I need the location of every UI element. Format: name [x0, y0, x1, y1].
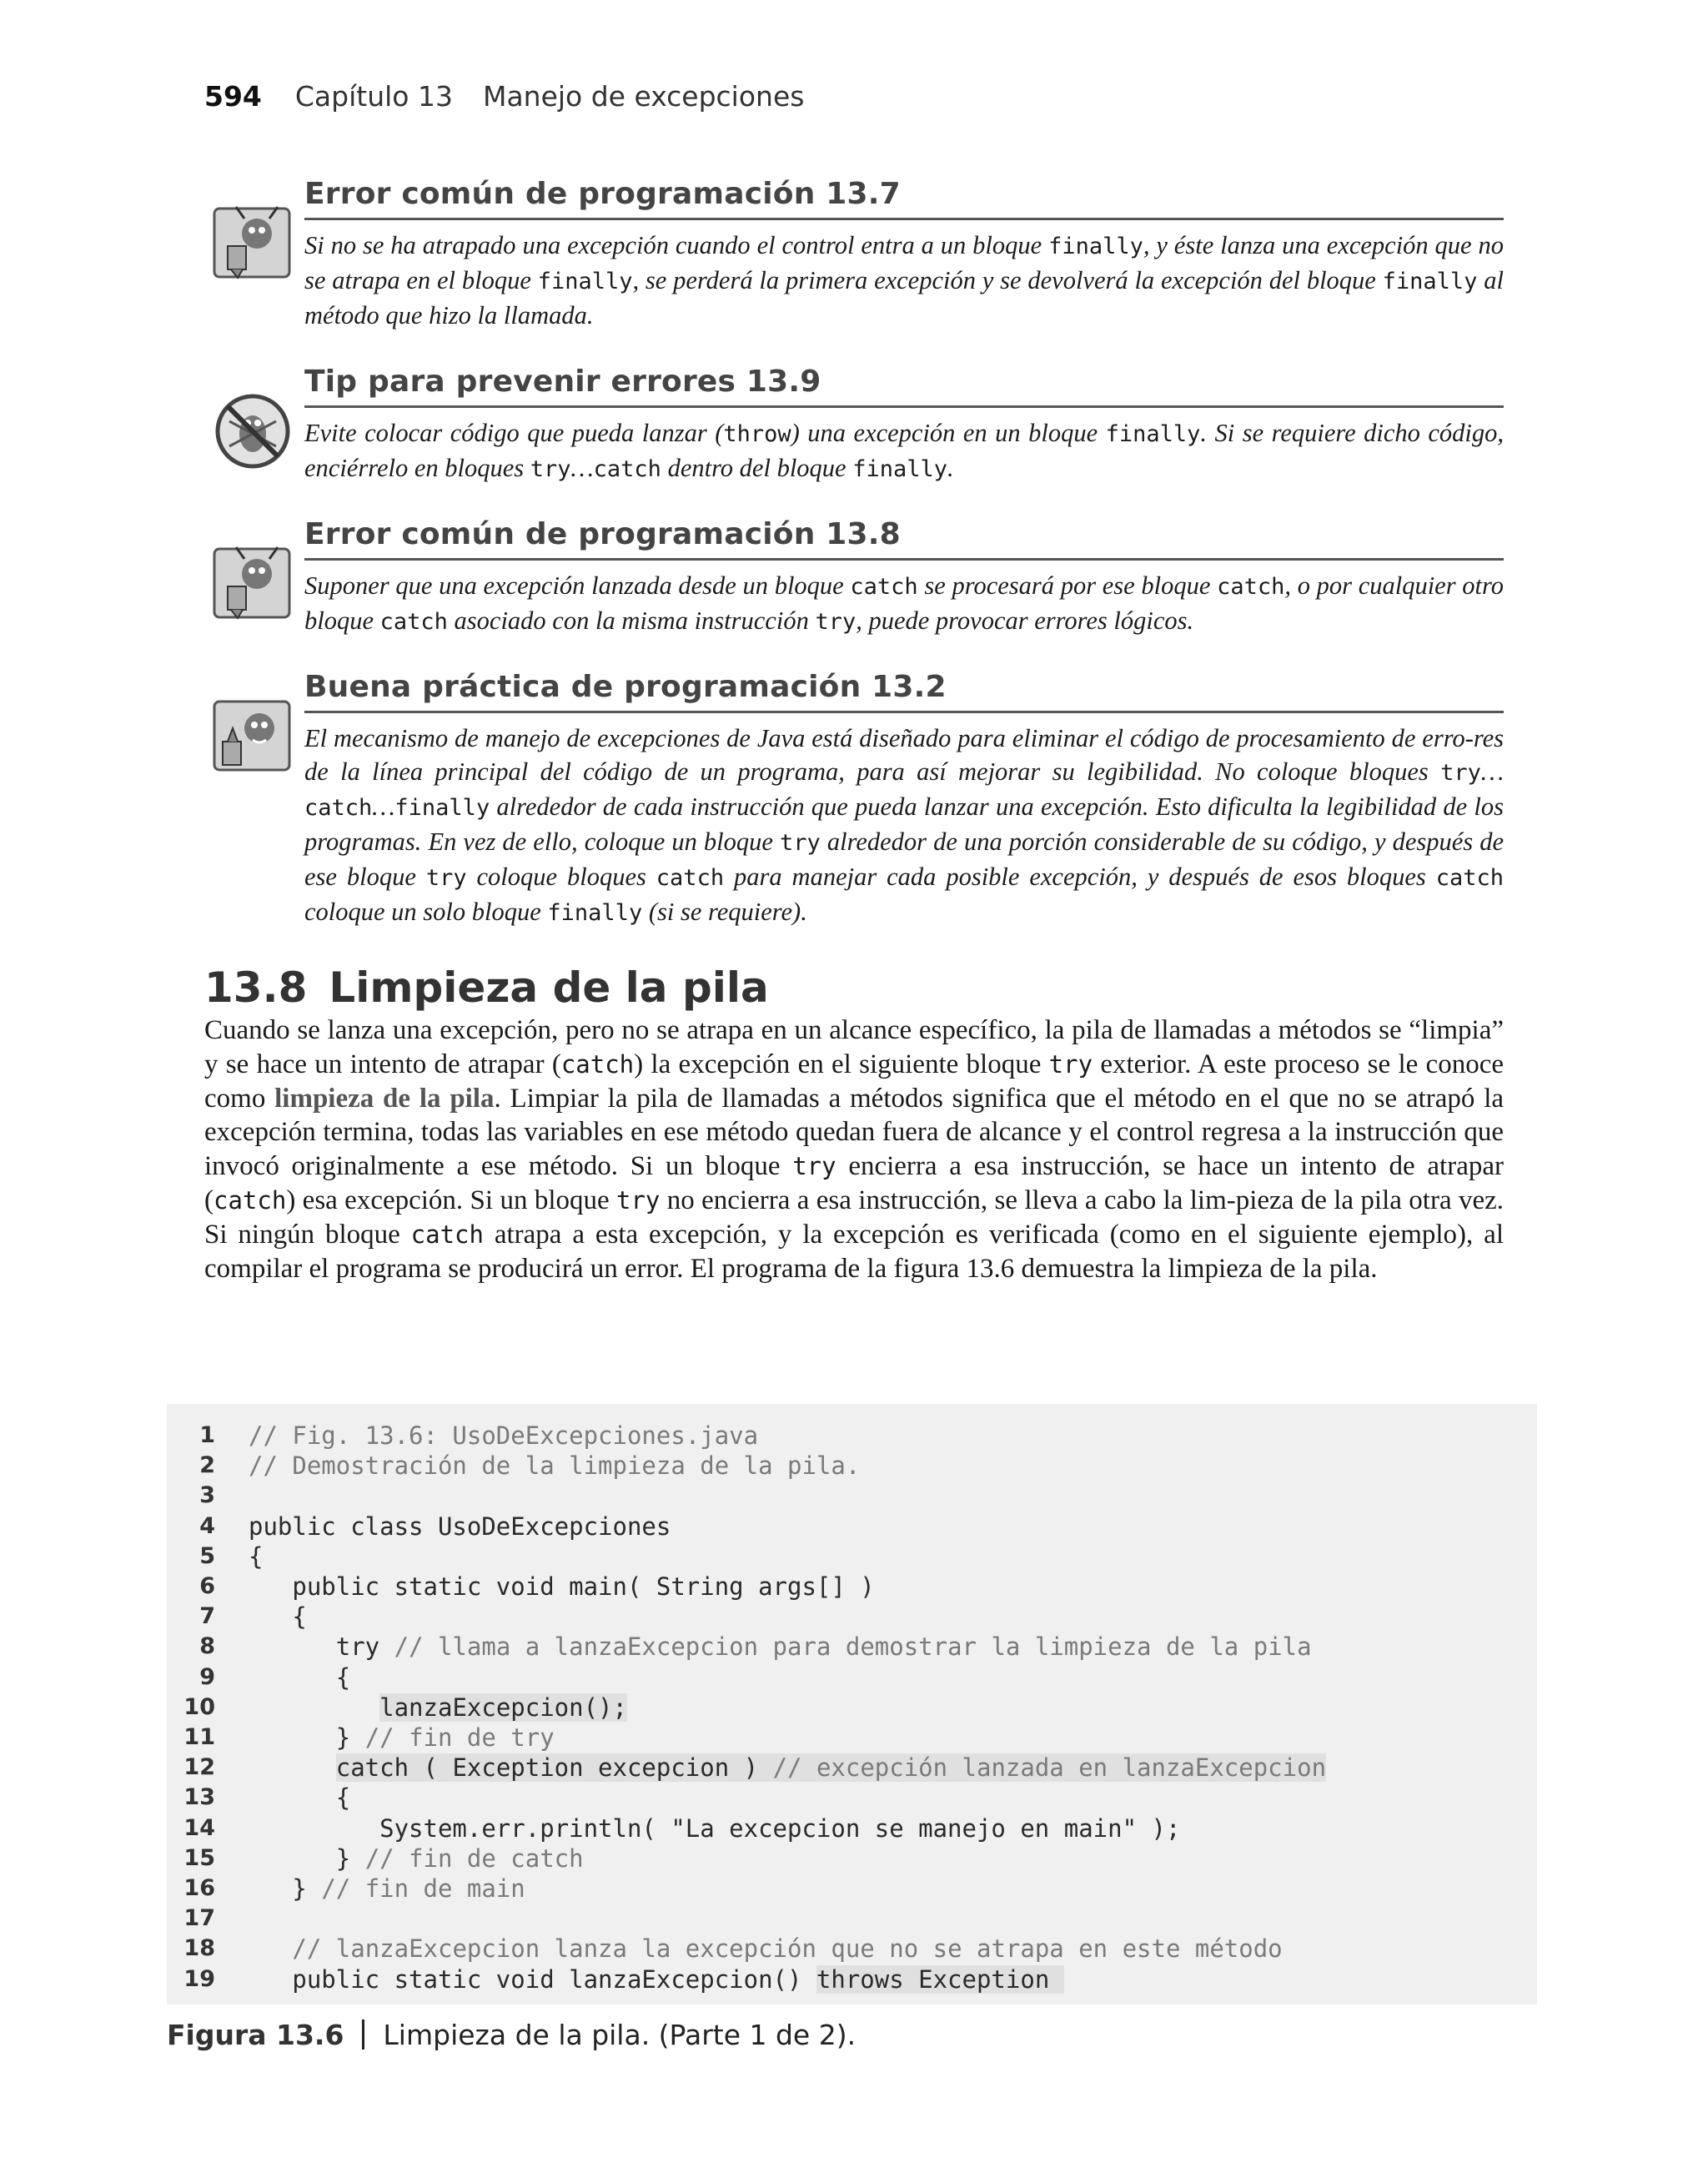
line-number: 17	[183, 1905, 215, 1932]
text-run: …	[1480, 757, 1504, 786]
code-token: // Demostración de la limpieza de la pila.	[249, 1451, 861, 1481]
text-run: , puede provocar errores lógicos.	[856, 606, 1194, 635]
inline-code: finally	[1048, 234, 1143, 259]
text-run: , o por cualquier otro bloque	[304, 571, 1504, 635]
inline-code: try	[792, 1152, 836, 1181]
no-bug-icon	[211, 388, 294, 471]
text-run: . Si se requiere dicho código, enciérrelo en bloques	[304, 419, 1505, 482]
text-run: ) esa excepción. Si un bloque	[286, 1185, 617, 1215]
code-token: {	[249, 1602, 307, 1632]
tip-title: Error común de programación 13.7	[304, 177, 1504, 220]
code-text	[249, 1753, 1326, 1783]
code-token: {	[249, 1662, 351, 1692]
chapter-title: Manejo de excepciones	[482, 80, 805, 113]
inline-code: try	[616, 1185, 661, 1215]
code-token: // fin de main	[321, 1874, 525, 1903]
tip-good-practice-13-2	[211, 670, 1504, 930]
text-run: ) una excepción en un bloque	[791, 419, 1106, 447]
code-text	[249, 1693, 627, 1723]
inline-code: finally	[547, 900, 643, 926]
running-header	[204, 80, 804, 113]
code-token: }	[249, 1723, 365, 1752]
code-token: System.err.println( "La excepcion se manejo en main" );	[249, 1813, 1181, 1843]
bug-thumbs-down-icon	[211, 200, 294, 284]
code-token	[249, 1693, 379, 1722]
code-token	[249, 1753, 336, 1782]
code-text	[249, 1964, 1064, 1994]
inline-code: try	[1440, 760, 1481, 786]
inline-code: catch	[214, 1185, 287, 1215]
inline-code: try	[815, 609, 857, 635]
text-run: al método que hizo la llamada.	[304, 266, 1505, 329]
text-run: asociado con la misma instrucción	[447, 606, 816, 635]
code-token: // lanzaExcepcion lanza la excepción que no se atrapa en este método	[292, 1934, 1283, 1964]
inline-code: catch	[560, 1049, 635, 1079]
text-run: encierra a esa instrucción, se hace un intento de atrapar (	[204, 1151, 1504, 1215]
text-run: se procesará por ese bloque	[917, 571, 1218, 600]
tip-error-13-8	[211, 517, 1504, 639]
code-text	[249, 1632, 1312, 1662]
inline-code: catch	[1435, 865, 1504, 891]
line-number: 15	[183, 1844, 215, 1871]
tip-title: Error común de programación 13.8	[304, 517, 1504, 561]
tip-error-13-7	[211, 177, 1504, 332]
text-run: coloque un solo bloque	[304, 898, 548, 926]
inline-code: try	[425, 865, 467, 891]
code-token	[249, 1934, 292, 1963]
inline-code: finally	[394, 795, 490, 821]
line-number: 10	[183, 1693, 215, 1720]
inline-code: catch	[304, 795, 373, 821]
section-heading	[204, 963, 769, 1012]
line-number: 9	[199, 1663, 215, 1690]
inline-code: try	[530, 456, 571, 482]
code-token: catch ( Exception excepcion )	[335, 1753, 773, 1783]
figure-caption-text: Limpieza de la pila. (Parte 1 de 2).	[383, 2019, 857, 2051]
text-run: …	[372, 792, 395, 821]
line-number: 5	[199, 1542, 215, 1569]
line-number: 11	[183, 1724, 215, 1750]
code-listing	[167, 1404, 1537, 2004]
text-run: El mecanismo de manejo de excepciones de Java está diseñado para eliminar el código de procesamiento de erro-res de la línea principal del código de un programa, para así mejorar su legibilidad. No coloque bloques	[304, 724, 1504, 786]
code-text	[249, 1934, 1283, 1964]
text-run: alrededor de una porción considerable de su código, y después de ese bloque	[304, 827, 1504, 891]
text-run: Evite colocar código que pueda lanzar (	[304, 419, 724, 447]
text-run: dentro del bloque	[661, 454, 853, 482]
inline-code: finally	[1382, 269, 1478, 294]
text-run: Cuando se lanza una excepción, pero no se atrapa en un alcance específico, la pila de llamadas a métodos se “limpia” y se hace un intento de atrapar (	[204, 1015, 1504, 1079]
text-run: para manejar cada posible excepción, y después de esos bloques	[724, 863, 1436, 891]
text-run: exterior. A este proceso se le conoce como	[204, 1049, 1504, 1114]
tip-text	[304, 229, 1504, 332]
code-text	[249, 1572, 875, 1602]
inline-code: catch	[410, 1220, 484, 1249]
code-token: // Fig. 13.6: UsoDeExcepciones.java	[249, 1421, 759, 1450]
code-token: try	[249, 1632, 394, 1662]
tip-text	[304, 416, 1504, 486]
tip-title: Buena práctica de programación 13.2	[304, 670, 1504, 713]
tip-text	[304, 569, 1504, 639]
text-run: .	[947, 454, 954, 482]
text-run: …	[570, 454, 594, 482]
line-number: 19	[183, 1965, 215, 1992]
figure-caption	[167, 2019, 856, 2051]
code-token: // llama a lanzaExcepcion para demostrar la limpieza de la pila	[394, 1632, 1312, 1662]
code-token: {	[249, 1783, 351, 1813]
text-run: coloque bloques	[466, 863, 656, 891]
text-run: , y éste lanza una excepción que no se atrapa en el bloque	[304, 231, 1504, 294]
text-run: Si no se ha atrapado una excepción cuando el control entra a un bloque	[304, 231, 1049, 259]
tip-prevent-13-9	[211, 365, 1504, 486]
line-number: 1	[199, 1422, 215, 1448]
inline-code: catch	[593, 456, 661, 482]
bug-thumbs-up-icon	[211, 693, 294, 777]
text-run: (si se requiere).	[642, 898, 807, 926]
code-token: }	[249, 1874, 322, 1903]
inline-code: try	[780, 830, 821, 856]
caption-divider	[362, 2020, 364, 2050]
code-token: public static void main( String args[] )	[249, 1572, 875, 1601]
code-token: public static void lanzaExcepcion()	[249, 1964, 816, 1994]
code-text	[249, 1723, 555, 1753]
code-text	[249, 1844, 584, 1874]
text-run: ) la excepción en el siguiente bloque	[634, 1049, 1049, 1079]
text-run: alrededor de cada instrucción que pueda lanzar una excepción. Esto dificulta la legibilidad de los programas. En vez de ello, coloque un bloque	[304, 792, 1504, 856]
line-number: 18	[183, 1935, 215, 1962]
line-number: 6	[199, 1573, 215, 1599]
line-number: 8	[199, 1633, 215, 1660]
section-number: 13.8	[204, 963, 308, 1012]
text-run: , se perderá la primera excepción y se devolverá la excepción del bloque	[632, 266, 1383, 294]
line-number: 4	[199, 1512, 215, 1539]
inline-code: throw	[723, 421, 791, 447]
code-token: // fin de catch	[364, 1844, 584, 1873]
code-text	[249, 1512, 671, 1542]
inline-code: catch	[1217, 574, 1285, 600]
inline-code: catch	[379, 609, 448, 635]
code-token: }	[249, 1844, 365, 1873]
code-token: {	[249, 1542, 264, 1571]
line-number: 3	[199, 1482, 215, 1509]
inline-code: catch	[850, 574, 918, 600]
figure-label: Figura 13.6	[167, 2019, 344, 2051]
code-text	[249, 1813, 1180, 1844]
inline-code: finally	[537, 269, 633, 294]
inline-code: try	[1048, 1049, 1093, 1079]
line-number: 13	[183, 1784, 215, 1811]
code-token: lanzaExcepcion();	[379, 1693, 627, 1722]
section-paragraph	[204, 1014, 1504, 1285]
code-token: // fin de try	[364, 1723, 555, 1752]
code-text	[249, 1662, 350, 1693]
inline-code: finally	[1105, 421, 1201, 447]
code-text	[249, 1602, 307, 1632]
code-text	[249, 1451, 860, 1481]
page-number: 594	[204, 80, 262, 113]
section-title: Limpieza de la pila	[329, 963, 769, 1012]
tip-title: Tip para prevenir errores 13.9	[304, 365, 1504, 408]
line-number: 7	[199, 1603, 215, 1630]
line-number: 14	[183, 1814, 215, 1841]
inline-code: finally	[852, 456, 948, 482]
code-token: throws Exception	[816, 1964, 1064, 1994]
code-text	[249, 1874, 525, 1904]
code-text	[249, 1542, 263, 1572]
line-number: 2	[199, 1452, 215, 1479]
text-run: no encierra a esa instrucción, se lleva a cabo la lim-pieza de la pila otra vez. Si ningún bloque	[204, 1185, 1505, 1250]
line-number: 16	[183, 1875, 215, 1901]
bug-thumbs-down-icon	[211, 541, 294, 624]
text-run: Suponer que una excepción lanzada desde un bloque	[304, 571, 851, 600]
code-text	[249, 1783, 350, 1813]
text-run: atrapa a esta excepción, y la excepción es verificada (como en el siguiente ejemplo), al compilar el programa se producirá un error. El programa de la figura 13.6 demuestra la limpieza de la pila.	[204, 1219, 1504, 1284]
code-token: public class UsoDeExcepciones	[249, 1512, 671, 1541]
code-text	[249, 1421, 758, 1451]
chapter-label: Capítulo 13	[294, 80, 453, 113]
code-token: // excepción lanzada en lanzaExcepcion	[772, 1753, 1327, 1783]
tip-text	[304, 722, 1504, 930]
key-term: limpieza de la pila	[274, 1083, 495, 1114]
text-run: . Limpiar la pila de llamadas a métodos significa que el método en el que no se atrapó la excepción termina, todas las variables en ese método quedan fuera de alcance y el control regresa a la instrucción que invocó originalmente a ese método. Si un bloque	[204, 1083, 1505, 1182]
line-number: 12	[183, 1754, 215, 1781]
inline-code: catch	[656, 865, 725, 891]
